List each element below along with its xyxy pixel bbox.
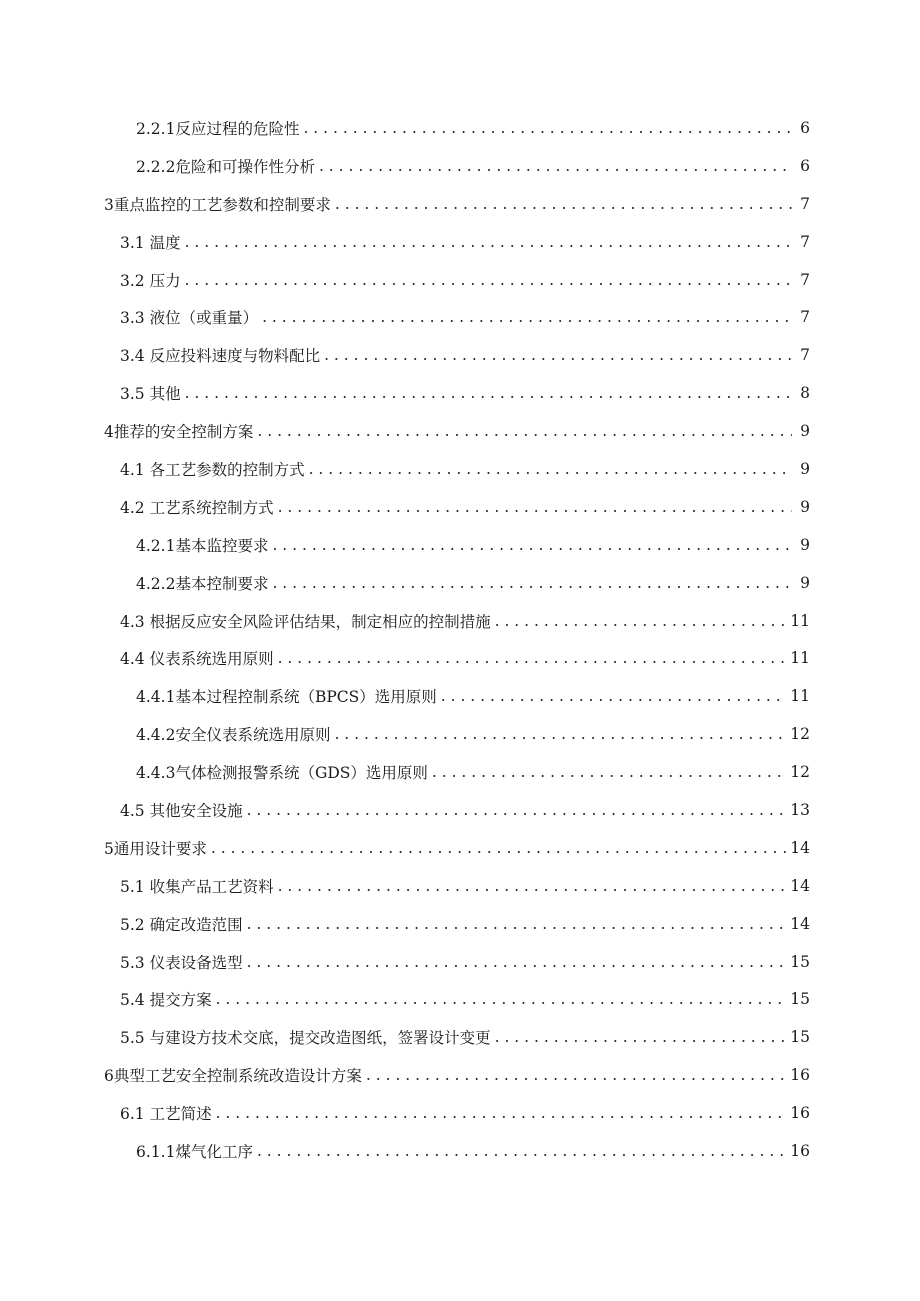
toc-entry[interactable]: [0, 677, 920, 715]
toc-entry-page-number: 15: [790, 952, 810, 971]
toc-dot-leader: [262, 308, 792, 326]
toc-dot-leader: [335, 195, 792, 213]
toc-entry-title: 3.2 压力: [120, 271, 181, 290]
toc-entry-title: 4.3 根据反应安全风险评估结果，制定相应的控制措施: [120, 612, 491, 631]
toc-entry-title: 5.2 确定改造范围: [120, 915, 243, 934]
toc-entry-title: 6.1 工艺简述: [120, 1105, 212, 1124]
toc-entry[interactable]: [0, 450, 920, 488]
toc-dot-leader: [278, 498, 792, 516]
toc-entry-title: 4.4.2安全仪表系统选用原则: [136, 726, 331, 745]
toc-dot-leader: [257, 1142, 786, 1160]
toc-entry[interactable]: [0, 412, 920, 450]
toc-dot-leader: [319, 157, 792, 175]
toc-dot-leader: [185, 384, 792, 402]
toc-dot-leader: [366, 1066, 786, 1084]
toc-entry-title: 2.2.2危险和可操作性分析: [136, 157, 315, 176]
toc-entry-page-number: 7: [800, 308, 810, 327]
toc-entry[interactable]: [0, 336, 920, 374]
toc-entry-title: 5.1 收集产品工艺资料: [120, 877, 274, 896]
toc-entry[interactable]: [0, 488, 920, 526]
toc-entry[interactable]: [0, 109, 920, 147]
toc-entry-page-number: 9: [800, 573, 810, 592]
toc-entry[interactable]: [0, 980, 920, 1018]
toc-dot-leader: [303, 119, 792, 137]
toc-entry[interactable]: [0, 715, 920, 753]
toc-entry-title: 3.1 温度: [120, 233, 181, 252]
toc-entry[interactable]: [0, 1056, 920, 1094]
toc-entry-title: 5.3 仪表设备选型: [120, 953, 243, 972]
toc-entry-page-number: 12: [790, 725, 810, 744]
toc-entry-page-number: 7: [800, 194, 810, 213]
toc-entry-page-number: 9: [800, 535, 810, 554]
toc-entry-title: 3.3 液位（或重量）: [120, 309, 259, 328]
toc-entry-page-number: 13: [790, 800, 810, 819]
toc-entry[interactable]: [0, 374, 920, 412]
toc-entry-title: 4.4 仪表系统选用原则: [120, 650, 274, 669]
toc-entry-title: 6典型工艺安全控制系统改造设计方案: [104, 1067, 362, 1086]
toc-entry[interactable]: [0, 1018, 920, 1056]
toc-dot-leader: [185, 233, 792, 251]
toc-entry-title: 5.4 提交方案: [120, 991, 212, 1010]
toc-dot-leader: [216, 990, 787, 1008]
toc-entry[interactable]: [0, 223, 920, 261]
toc-dot-leader: [247, 953, 787, 971]
toc-entry-title: 4推荐的安全控制方案: [104, 423, 254, 442]
toc-entry-page-number: 11: [790, 611, 810, 630]
toc-dot-leader: [272, 536, 792, 554]
toc-entry[interactable]: [0, 298, 920, 336]
toc-entry-page-number: 11: [790, 649, 810, 668]
toc-dot-leader: [216, 1104, 787, 1122]
toc-entry-page-number: 7: [800, 232, 810, 251]
toc-entry[interactable]: [0, 867, 920, 905]
toc-entry-title: 4.4.3气体检测报警系统（GDS）选用原则: [136, 764, 428, 783]
toc-dot-leader: [495, 1028, 787, 1046]
toc-entry-title: 5.5 与建设方技术交底，提交改造图纸，签署设计变更: [120, 1029, 491, 1048]
toc-entry-title: 6.1.1煤气化工序: [136, 1142, 253, 1161]
toc-dot-leader: [278, 877, 787, 895]
toc-dot-leader: [441, 687, 787, 705]
toc-entry[interactable]: [0, 602, 920, 640]
toc-entry-page-number: 15: [790, 990, 810, 1009]
toc-entry-page-number: 6: [800, 118, 810, 137]
toc-dot-leader: [272, 574, 792, 592]
toc-entry-title: 3.4 反应投料速度与物料配比: [120, 347, 321, 366]
toc-entry-page-number: 11: [790, 687, 810, 706]
toc-entry[interactable]: [0, 905, 920, 943]
toc-entry[interactable]: [0, 147, 920, 185]
toc-entry-title: 4.2.2基本控制要求: [136, 574, 269, 593]
toc-entry[interactable]: [0, 564, 920, 602]
toc-entry-page-number: 7: [800, 346, 810, 365]
toc-dot-leader: [309, 460, 792, 478]
toc-entry[interactable]: [0, 829, 920, 867]
toc-entry[interactable]: [0, 185, 920, 223]
toc-dot-leader: [211, 839, 786, 857]
toc-entry[interactable]: [0, 261, 920, 299]
toc-entry-title: 4.1 各工艺参数的控制方式: [120, 460, 305, 479]
toc-dot-leader: [324, 346, 792, 364]
toc-entry-page-number: 16: [790, 1141, 810, 1160]
toc-entry[interactable]: [0, 1132, 920, 1170]
toc-entry-page-number: 7: [800, 270, 810, 289]
toc-entry-title: 4.4.1基本过程控制系统（BPCS）选用原则: [136, 688, 437, 707]
toc-entry-page-number: 6: [800, 156, 810, 175]
toc-entry-page-number: 9: [800, 497, 810, 516]
toc-entry-title: 3重点监控的工艺参数和控制要求: [104, 195, 331, 214]
toc-entry[interactable]: [0, 753, 920, 791]
toc-entry-page-number: 12: [790, 763, 810, 782]
toc-entry-page-number: 15: [790, 1028, 810, 1047]
toc-entry-title: 4.2.1基本监控要求: [136, 536, 269, 555]
toc-dot-leader: [432, 763, 786, 781]
toc-dot-leader: [247, 915, 787, 933]
toc-entry-page-number: 9: [800, 459, 810, 478]
toc-entry[interactable]: [0, 791, 920, 829]
toc-dot-leader: [495, 612, 787, 630]
toc-entry-page-number: 8: [800, 384, 810, 403]
toc-entry[interactable]: [0, 526, 920, 564]
toc-entry-title: 5通用设计要求: [104, 839, 207, 858]
toc-entry-title: 4.5 其他安全设施: [120, 801, 243, 820]
toc-entry-title: 4.2 工艺系统控制方式: [120, 498, 274, 517]
toc-entry-page-number: 14: [790, 838, 810, 857]
toc-entry-title: 3.5 其他: [120, 385, 181, 404]
table-of-contents: [0, 109, 920, 1170]
toc-entry-page-number: 9: [800, 422, 810, 441]
toc-entry[interactable]: [0, 1094, 920, 1132]
toc-entry-page-number: 14: [790, 914, 810, 933]
toc-dot-leader: [334, 725, 786, 743]
toc-entry-page-number: 16: [790, 1066, 810, 1085]
toc-entry-title: 2.2.1反应过程的危险性: [136, 119, 300, 138]
toc-entry[interactable]: [0, 943, 920, 981]
toc-dot-leader: [257, 422, 792, 440]
toc-entry-page-number: 16: [790, 1104, 810, 1123]
toc-dot-leader: [278, 649, 787, 667]
toc-dot-leader: [247, 801, 787, 819]
toc-entry[interactable]: [0, 639, 920, 677]
toc-entry-page-number: 14: [790, 876, 810, 895]
toc-dot-leader: [185, 271, 792, 289]
